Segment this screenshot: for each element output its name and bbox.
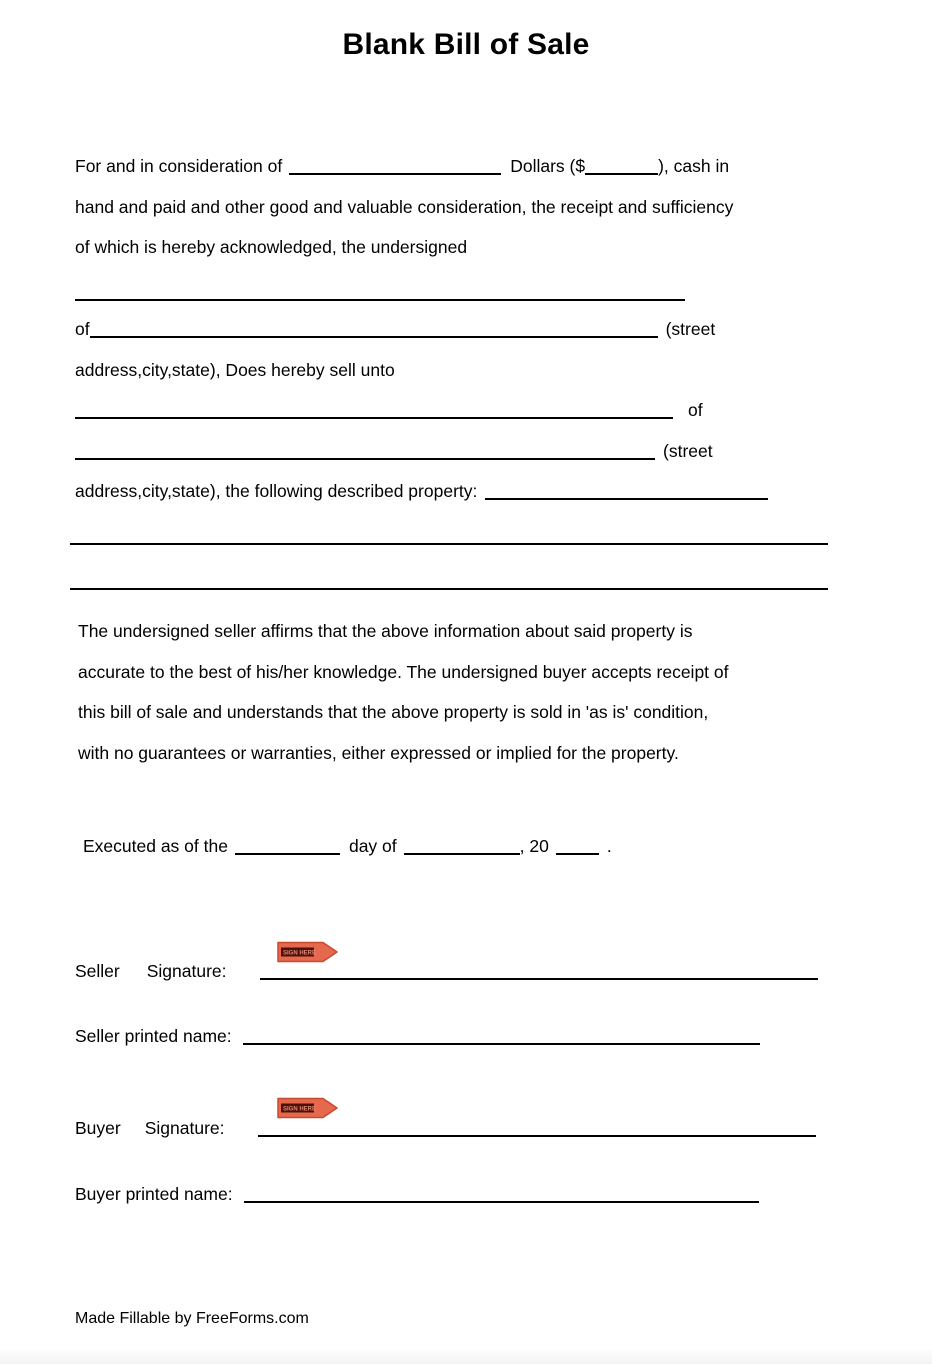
property-description-line-1-field[interactable] bbox=[70, 543, 828, 545]
property-description-line bbox=[75, 478, 768, 504]
sell-unto-line: address,city,state), Does hereby sell unto bbox=[75, 360, 395, 380]
clause-text: address,city,state), the following described property: bbox=[75, 481, 478, 501]
seller-printed-name-row bbox=[75, 1023, 760, 1049]
consideration-clause-line-2: hand and paid and other good and valuable consideration, the receipt and sufficiency bbox=[75, 197, 734, 217]
execution-date-line bbox=[83, 833, 612, 859]
buyer-address-line bbox=[75, 438, 713, 464]
seller-name-field[interactable] bbox=[75, 299, 685, 301]
property-description-field[interactable] bbox=[485, 497, 768, 500]
consideration-clause-line-3: of which is hereby acknowledged, the undersigned bbox=[75, 237, 468, 257]
sign-here-text: SIGN HERE bbox=[283, 950, 317, 957]
document-title: Blank Bill of Sale bbox=[342, 28, 590, 61]
seller-printed-label: Seller printed name: bbox=[75, 1026, 232, 1046]
seller-signature-row bbox=[75, 958, 818, 984]
clause-text: , 20 bbox=[519, 836, 549, 856]
buyer-signature-row bbox=[75, 1115, 816, 1141]
buyer-printed-label: Buyer printed name: bbox=[75, 1184, 233, 1204]
execution-year-field[interactable] bbox=[556, 852, 599, 855]
clause-text: Executed as of the bbox=[83, 836, 228, 856]
affirmation-line-3: this bill of sale and understands that the above property is sold in 'as is' condition, bbox=[78, 702, 709, 722]
clause-text: (street bbox=[665, 319, 716, 339]
clause-text: ), cash in bbox=[658, 156, 730, 176]
property-description-line-2-field[interactable] bbox=[70, 588, 828, 590]
clause-text: (street bbox=[663, 441, 713, 461]
signature-label: Signature: bbox=[144, 1118, 225, 1138]
buyer-signature-field[interactable] bbox=[258, 1134, 816, 1137]
clause-text: For and in consideration of bbox=[75, 156, 283, 176]
execution-day-field[interactable] bbox=[235, 852, 340, 855]
sign-here-text: SIGN HERE bbox=[283, 1106, 317, 1113]
execution-month-field[interactable] bbox=[404, 852, 520, 855]
buyer-name-line bbox=[75, 397, 703, 423]
clause-text: . bbox=[606, 836, 612, 856]
consideration-clause-line-1 bbox=[75, 153, 729, 179]
seller-printed-name-field[interactable] bbox=[243, 1042, 760, 1045]
buyer-printed-name-field[interactable] bbox=[244, 1200, 759, 1203]
dollar-figure-field[interactable] bbox=[585, 172, 658, 175]
seller-street-address-field[interactable] bbox=[90, 335, 658, 338]
consideration-amount-field[interactable] bbox=[289, 172, 501, 175]
clause-text: day of bbox=[348, 836, 397, 856]
affirmation-line-1: The undersigned seller affirms that the above information about said property is bbox=[78, 621, 693, 641]
buyer-label: Buyer bbox=[75, 1118, 121, 1138]
clause-text: Dollars ($ bbox=[510, 156, 586, 176]
clause-text: of bbox=[75, 319, 90, 339]
affirmation-line-4: with no guarantees or warranties, either expressed or implied for the property. bbox=[78, 743, 679, 763]
page-bottom-edge bbox=[0, 1348, 932, 1364]
buyer-street-address-field[interactable] bbox=[75, 457, 655, 460]
buyer-name-field[interactable] bbox=[75, 416, 673, 419]
buyer-printed-name-row bbox=[75, 1181, 759, 1207]
affirmation-line-2: accurate to the best of his/her knowledge. The undersigned buyer accepts receipt of bbox=[78, 662, 729, 682]
clause-text: of bbox=[688, 400, 703, 420]
signature-label: Signature: bbox=[146, 961, 227, 981]
seller-address-line bbox=[75, 316, 715, 342]
footer-credit: Made Fillable by FreeForms.com bbox=[75, 1310, 309, 1327]
seller-label: Seller bbox=[75, 961, 120, 981]
seller-signature-field[interactable] bbox=[260, 977, 818, 980]
